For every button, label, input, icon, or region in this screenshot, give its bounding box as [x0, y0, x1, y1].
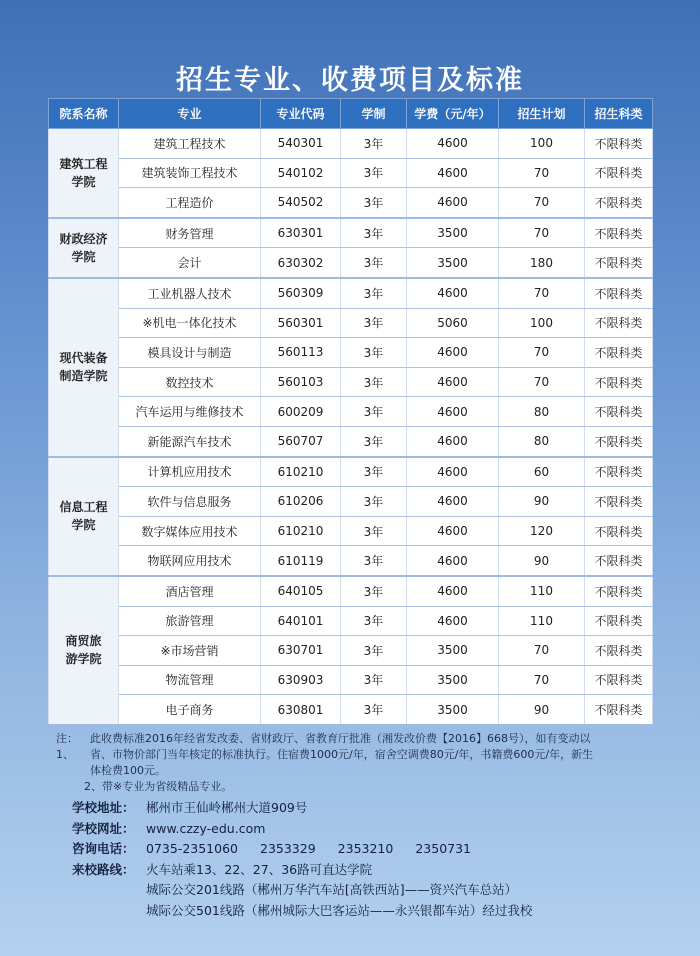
- fee-cell: 4600: [407, 338, 499, 368]
- major-cell: 软件与信息服务: [119, 487, 261, 517]
- years-cell: 3年: [341, 129, 407, 159]
- plan-cell: 90: [499, 695, 585, 725]
- years-cell: 3年: [341, 278, 407, 308]
- years-cell: 3年: [341, 248, 407, 278]
- major-cell: 建筑装饰工程技术: [119, 158, 261, 188]
- table-row: [49, 397, 653, 427]
- fee-cell: 4600: [407, 576, 499, 606]
- major-cell: 物流管理: [119, 665, 261, 695]
- major-cell: 工业机器人技术: [119, 278, 261, 308]
- fee-cell: 4600: [407, 457, 499, 487]
- route-label: 来校路线：: [72, 861, 135, 877]
- plan-cell: 80: [499, 397, 585, 427]
- years-cell: 3年: [341, 338, 407, 368]
- category-cell: 不限科类: [585, 338, 653, 368]
- category-cell: 不限科类: [585, 516, 653, 546]
- route-item: 火车站乘13、22、27、36路可直达学院: [146, 861, 373, 877]
- table-row: [49, 576, 653, 606]
- phone-number: 0735-2351060: [146, 841, 238, 856]
- college-name-line: 建筑工程: [59, 156, 108, 171]
- enrollment-table: [48, 98, 653, 726]
- route-row: [72, 860, 672, 881]
- table-header-row: [49, 99, 653, 129]
- college-cell: [49, 457, 119, 576]
- website-link[interactable]: www.czzy-edu.com: [146, 820, 266, 836]
- col-header-code: 专业代码: [261, 99, 341, 129]
- years-cell: 3年: [341, 158, 407, 188]
- code-cell: 630302: [261, 248, 341, 278]
- plan-cell: 70: [499, 367, 585, 397]
- address-label: 学校地址：: [72, 800, 135, 815]
- plan-cell: 100: [499, 308, 585, 338]
- major-cell: 计算机应用技术: [119, 457, 261, 487]
- code-cell: 610206: [261, 487, 341, 517]
- category-cell: 不限科类: [585, 457, 653, 487]
- major-cell: 模具设计与制造: [119, 338, 261, 368]
- major-cell: ※市场营销: [119, 636, 261, 666]
- code-cell: 630301: [261, 218, 341, 248]
- table-row: [49, 426, 653, 456]
- col-header-category: 招生科类: [585, 99, 653, 129]
- plan-cell: 180: [499, 248, 585, 278]
- code-cell: 560707: [261, 426, 341, 456]
- fee-cell: 3500: [407, 248, 499, 278]
- notes-section: [56, 731, 656, 795]
- major-cell: 旅游管理: [119, 606, 261, 636]
- col-header-college: 院系名称: [49, 99, 119, 129]
- code-cell: 630801: [261, 695, 341, 725]
- major-cell: 数字媒体应用技术: [119, 516, 261, 546]
- major-cell: 会计: [119, 248, 261, 278]
- table-row: [49, 665, 653, 695]
- category-cell: 不限科类: [585, 665, 653, 695]
- phone-row: [72, 839, 672, 860]
- code-cell: 640105: [261, 576, 341, 606]
- contact-section: [72, 798, 672, 921]
- category-cell: 不限科类: [585, 248, 653, 278]
- major-cell: 数控技术: [119, 367, 261, 397]
- category-cell: 不限科类: [585, 695, 653, 725]
- plan-cell: 70: [499, 278, 585, 308]
- table-row: [49, 158, 653, 188]
- years-cell: 3年: [341, 308, 407, 338]
- plan-cell: 70: [499, 338, 585, 368]
- major-cell: 财务管理: [119, 218, 261, 248]
- major-cell: 物联网应用技术: [119, 546, 261, 576]
- fee-cell: 3500: [407, 636, 499, 666]
- code-cell: 540502: [261, 188, 341, 218]
- code-cell: 630701: [261, 636, 341, 666]
- plan-cell: 70: [499, 218, 585, 248]
- major-cell: 汽车运用与维修技术: [119, 397, 261, 427]
- years-cell: 3年: [341, 665, 407, 695]
- category-cell: 不限科类: [585, 278, 653, 308]
- major-cell: ※机电一体化技术: [119, 308, 261, 338]
- table-row: [49, 606, 653, 636]
- category-cell: 不限科类: [585, 397, 653, 427]
- fee-cell: 4600: [407, 606, 499, 636]
- category-cell: 不限科类: [585, 188, 653, 218]
- fee-cell: 4600: [407, 188, 499, 218]
- years-cell: 3年: [341, 218, 407, 248]
- fee-cell: 4600: [407, 397, 499, 427]
- phone-number: 2350731: [415, 841, 472, 856]
- category-cell: 不限科类: [585, 426, 653, 456]
- plan-cell: 70: [499, 665, 585, 695]
- college-name-line: 学院: [71, 518, 96, 533]
- plan-cell: 120: [499, 516, 585, 546]
- college-cell: [49, 129, 119, 218]
- college-cell: [49, 576, 119, 725]
- fee-cell: 4600: [407, 129, 499, 159]
- code-cell: 640101: [261, 606, 341, 636]
- plan-cell: 70: [499, 188, 585, 218]
- fee-cell: 4600: [407, 367, 499, 397]
- category-cell: 不限科类: [585, 367, 653, 397]
- col-header-years: 学制: [341, 99, 407, 129]
- years-cell: 3年: [341, 188, 407, 218]
- code-cell: 560301: [261, 308, 341, 338]
- category-cell: 不限科类: [585, 308, 653, 338]
- college-cell: [49, 278, 119, 457]
- fee-cell: 4600: [407, 487, 499, 517]
- fee-cell: 3500: [407, 665, 499, 695]
- category-cell: 不限科类: [585, 129, 653, 159]
- table-row: [49, 695, 653, 725]
- table-row: [49, 487, 653, 517]
- fee-cell: 3500: [407, 218, 499, 248]
- table-body: [49, 129, 653, 725]
- note-2: 2、带※专业为省级精品专业。: [84, 780, 233, 793]
- table-row: [49, 278, 653, 308]
- col-header-plan: 招生计划: [499, 99, 585, 129]
- table-row: [49, 516, 653, 546]
- years-cell: 3年: [341, 367, 407, 397]
- table-row: [49, 308, 653, 338]
- years-cell: 3年: [341, 636, 407, 666]
- note-line: 体检费100元。: [90, 764, 166, 777]
- code-cell: 560103: [261, 367, 341, 397]
- plan-cell: 110: [499, 576, 585, 606]
- years-cell: 3年: [341, 546, 407, 576]
- phone-number: 2353210: [337, 841, 394, 856]
- phone-label: 咨询电话：: [72, 841, 135, 856]
- plan-cell: 90: [499, 487, 585, 517]
- table-row: [49, 188, 653, 218]
- college-name-line: 游学院: [65, 652, 102, 667]
- page-title: 招生专业、收费项目及标准: [176, 65, 524, 96]
- code-cell: 610119: [261, 546, 341, 576]
- code-cell: 540301: [261, 129, 341, 159]
- college-name-line: 信息工程: [59, 500, 108, 515]
- fee-cell: 4600: [407, 158, 499, 188]
- website-label: 学校网址：: [72, 820, 135, 836]
- note-line: 省、市物价部门当年核定的标准执行。住宿费1000元/年，宿舍空调费80元/年，书籍费600元/年，新生: [90, 748, 594, 761]
- category-cell: 不限科类: [585, 606, 653, 636]
- code-cell: 560309: [261, 278, 341, 308]
- table-row: [49, 457, 653, 487]
- fee-cell: 3500: [407, 695, 499, 725]
- address-row: [72, 798, 672, 819]
- fee-cell: 4600: [407, 426, 499, 456]
- fee-cell: 5060: [407, 308, 499, 338]
- table-row: [49, 338, 653, 368]
- fee-cell: 4600: [407, 546, 499, 576]
- note-line: 此收费标准2016年经省发改委、省财政厅、省教育厅批准（湘发改价费【2016】668号），如有变动以: [90, 732, 591, 745]
- major-cell: 建筑工程技术: [119, 129, 261, 159]
- fee-cell: 4600: [407, 278, 499, 308]
- major-cell: 电子商务: [119, 695, 261, 725]
- route-item: 城际公交501线路（郴州城际大巴客运站——永兴银都车站）经过我校: [146, 902, 533, 918]
- table-row: [49, 129, 653, 159]
- college-name-line: 学院: [71, 249, 96, 264]
- college-name-line: 商贸旅: [65, 634, 102, 649]
- plan-cell: 80: [499, 426, 585, 456]
- years-cell: 3年: [341, 576, 407, 606]
- major-cell: 新能源汽车技术: [119, 426, 261, 456]
- years-cell: 3年: [341, 426, 407, 456]
- category-cell: 不限科类: [585, 218, 653, 248]
- address-value: 郴州市王仙岭郴州大道909号: [146, 800, 308, 815]
- plan-cell: 100: [499, 129, 585, 159]
- code-cell: 610210: [261, 516, 341, 546]
- code-cell: 610210: [261, 457, 341, 487]
- category-cell: 不限科类: [585, 158, 653, 188]
- note-label: 注：1、: [56, 732, 78, 761]
- category-cell: 不限科类: [585, 546, 653, 576]
- years-cell: 3年: [341, 516, 407, 546]
- plan-cell: 70: [499, 636, 585, 666]
- table-row: [49, 248, 653, 278]
- years-cell: 3年: [341, 695, 407, 725]
- col-header-fee: 学费（元/年）: [407, 99, 499, 129]
- major-cell: 工程造价: [119, 188, 261, 218]
- major-cell: 酒店管理: [119, 576, 261, 606]
- website-row: [72, 819, 672, 840]
- plan-cell: 70: [499, 158, 585, 188]
- route-item: 城际公交201线路（郴州万华汽车站[高铁西站]——资兴汽车总站）: [146, 882, 518, 897]
- category-cell: 不限科类: [585, 576, 653, 606]
- code-cell: 540102: [261, 158, 341, 188]
- table-row: [49, 218, 653, 248]
- code-cell: 600209: [261, 397, 341, 427]
- years-cell: 3年: [341, 606, 407, 636]
- college-cell: [49, 218, 119, 278]
- college-name-line: 财政经济: [59, 231, 108, 246]
- table-row: [49, 546, 653, 576]
- phone-number: 2353329: [260, 841, 316, 856]
- years-cell: 3年: [341, 457, 407, 487]
- code-cell: 630903: [261, 665, 341, 695]
- fee-cell: 4600: [407, 516, 499, 546]
- plan-cell: 90: [499, 546, 585, 576]
- years-cell: 3年: [341, 487, 407, 517]
- college-name-line: 现代装备: [59, 351, 108, 366]
- plan-cell: 110: [499, 606, 585, 636]
- col-header-major: 专业: [119, 99, 261, 129]
- enrollment-table-container: [48, 98, 652, 726]
- college-name-line: 制造学院: [59, 369, 108, 384]
- category-cell: 不限科类: [585, 487, 653, 517]
- code-cell: 560113: [261, 338, 341, 368]
- table-row: [49, 367, 653, 397]
- plan-cell: 60: [499, 457, 585, 487]
- years-cell: 3年: [341, 397, 407, 427]
- college-name-line: 学院: [71, 174, 96, 189]
- category-cell: 不限科类: [585, 636, 653, 666]
- table-row: [49, 636, 653, 666]
